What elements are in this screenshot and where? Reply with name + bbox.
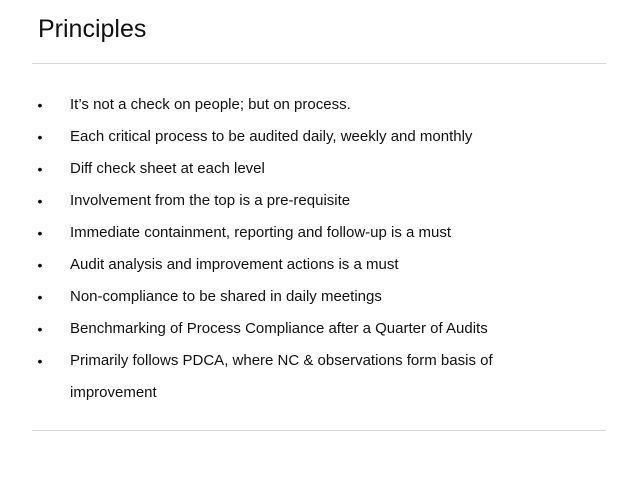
- bullet-text: It’s not a check on people; but on process.: [70, 96, 351, 113]
- bullet-icon: •: [37, 97, 43, 113]
- bullet-text-line: improvement: [70, 384, 157, 401]
- bullet-icon: •: [37, 321, 43, 337]
- bullet-text: Non-compliance to be shared in daily meetings: [70, 288, 382, 305]
- footer-divider: [32, 430, 606, 431]
- slide-title: Principles: [38, 15, 147, 43]
- bullet-text-line: Primarily follows PDCA, where NC & observations form basis of: [70, 352, 493, 369]
- bullet-text: [70, 345, 610, 409]
- bullet-text: Audit analysis and improvement actions is a must: [70, 256, 399, 273]
- bullet-text: Immediate containment, reporting and follow-up is a must: [70, 224, 452, 241]
- bullet-text: Diff check sheet at each level: [70, 160, 265, 177]
- bullet-text: Each critical process to be audited daily, weekly and monthly: [70, 128, 473, 145]
- bullet-icon: •: [37, 161, 43, 177]
- list-item: [0, 345, 638, 409]
- list-item: [0, 153, 638, 185]
- bullet-text: Involvement from the top is a pre-requisite: [70, 192, 351, 209]
- bullet-icon: •: [37, 129, 43, 145]
- list-item: [0, 185, 638, 217]
- list-item: [0, 217, 638, 249]
- bullet-icon: •: [37, 193, 43, 209]
- bullet-list: [0, 89, 638, 409]
- list-item: [0, 89, 638, 121]
- bullet-text: Benchmarking of Process Compliance after a Quarter of Audits: [70, 320, 488, 337]
- title-divider: [32, 63, 606, 64]
- list-item: [0, 121, 638, 153]
- list-item: [0, 249, 638, 281]
- bullet-icon: •: [37, 257, 43, 273]
- bullet-icon: •: [37, 289, 43, 305]
- list-item: [0, 281, 638, 313]
- bullet-icon: •: [37, 353, 43, 369]
- list-item: [0, 313, 638, 345]
- bullet-icon: •: [37, 225, 43, 241]
